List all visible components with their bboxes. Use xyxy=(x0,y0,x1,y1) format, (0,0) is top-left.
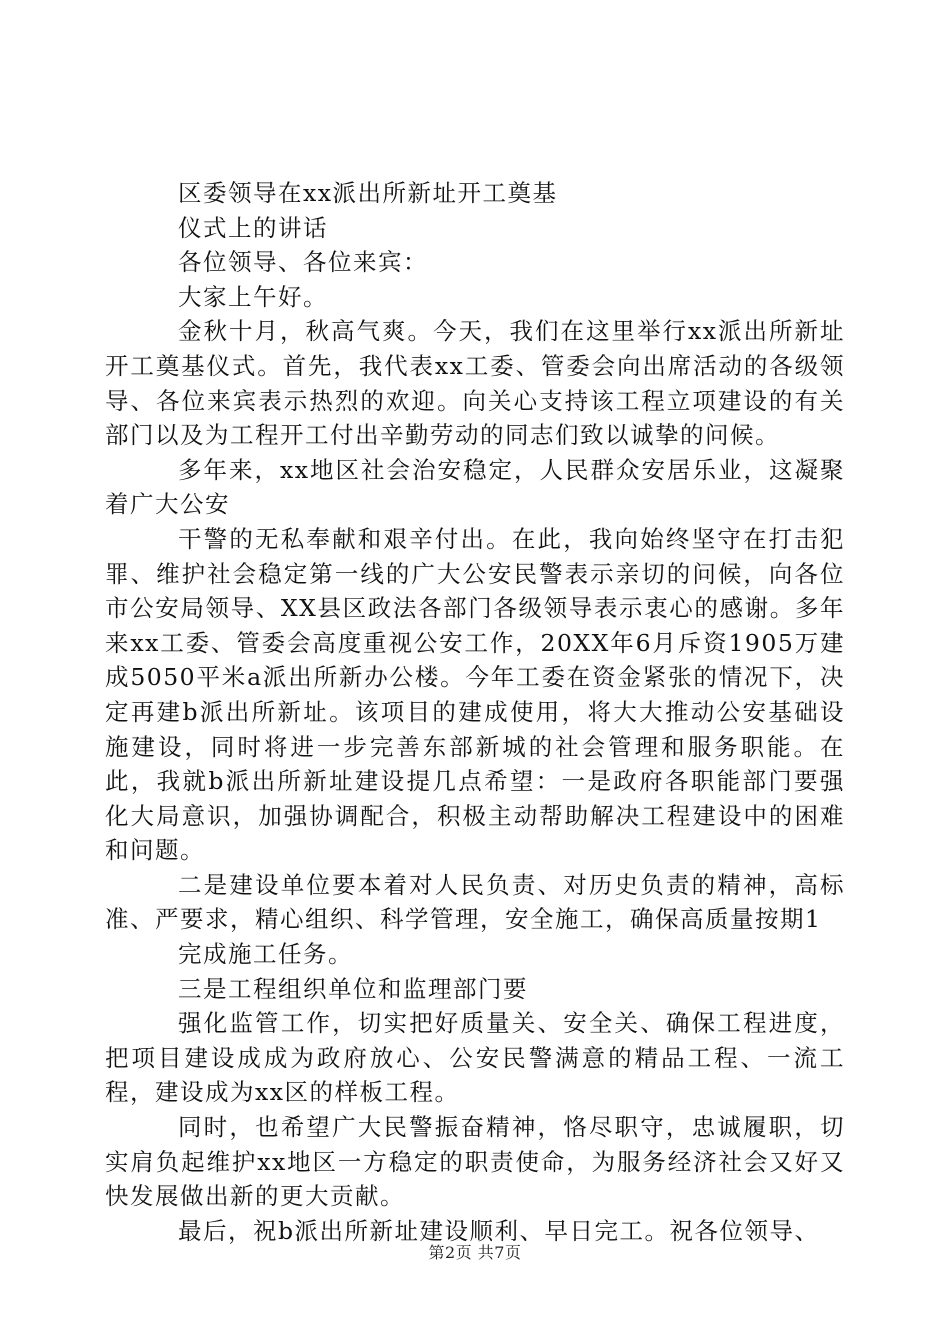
paragraph-opening: 金秋十月，秋高气爽。今天，我们在这里举行xx派出所新址开工奠基仪式。首先，我代表xx工委、管委会向出席活动的各级领导、各位来宾表示热烈的欢迎。向关心支持该工程立项建设的有关部门以及为工程开工付出辛勤劳动的同志们致以诚挚的问候。 xyxy=(105,317,845,450)
document-body xyxy=(105,176,845,1248)
speech-title-line-1: 区委领导在xx派出所新址开工奠基 xyxy=(178,179,558,207)
paragraph-security: 多年来，xx地区社会治安稳定，人民群众安居乐业，这凝聚着广大公安 xyxy=(105,455,845,519)
paragraph-third-point: 三是工程组织单位和监理部门要 xyxy=(178,974,528,1003)
paragraph-second-point: 二是建设单位要本着对人民负责、对历史负责的精神，高标准、严要求，精心组织、科学管理，安全施工，确保高质量按期1 xyxy=(105,870,845,934)
page-number-footer: 第2页 共7页 xyxy=(428,1243,522,1262)
paragraph-complete-task: 完成施工任务。 xyxy=(178,940,353,969)
paragraph-hope: 同时，也希望广大民警振奋精神，恪尽职守，忠诚履职，切实肩负起维护xx地区一方稳定的职责使命，为服务经济社会又好又快发展做出新的更大贡献。 xyxy=(105,1113,845,1211)
paragraph-supervision: 强化监管工作，切实把好质量关、安全关、确保工程进度，把项目建设成成为政府放心、公安民警满意的精品工程、一流工程，建设成为xx区的样板工程。 xyxy=(105,1009,845,1107)
paragraph-thanks: 干警的无私奉献和艰辛付出。在此，我向始终坚守在打击犯罪、维护社会稳定第一线的广大公安民警表示亲切的问候，向各位市公安局领导、XX县区政法各部门各级领导表示衷心的感谢。多年来xx工委、管委会高度重视公安工作，20XX年6月斥资1905万建成5050平米a派出所新办公楼。今年工委在资金紧张的情况下，决定再建b派出所新址。该项目的建成使用，将大大推动公安基础设施建设，同时将进一步完善东部新城的社会管理和服务职能。在此，我就b派出所新址建设提几点希望：一是政府各职能部门要强化大局意识，加强协调配合，积极主动帮助解决工程建设中的困难和问题。 xyxy=(105,524,845,865)
speech-title-line-2: 仪式上的讲话 xyxy=(178,213,328,242)
greeting: 大家上午好。 xyxy=(178,282,328,311)
paragraph-closing: 最后，祝b派出所新址建设顺利、早日完工。祝各位领导、 xyxy=(178,1216,820,1245)
salutation: 各位领导、各位来宾： xyxy=(178,248,428,277)
